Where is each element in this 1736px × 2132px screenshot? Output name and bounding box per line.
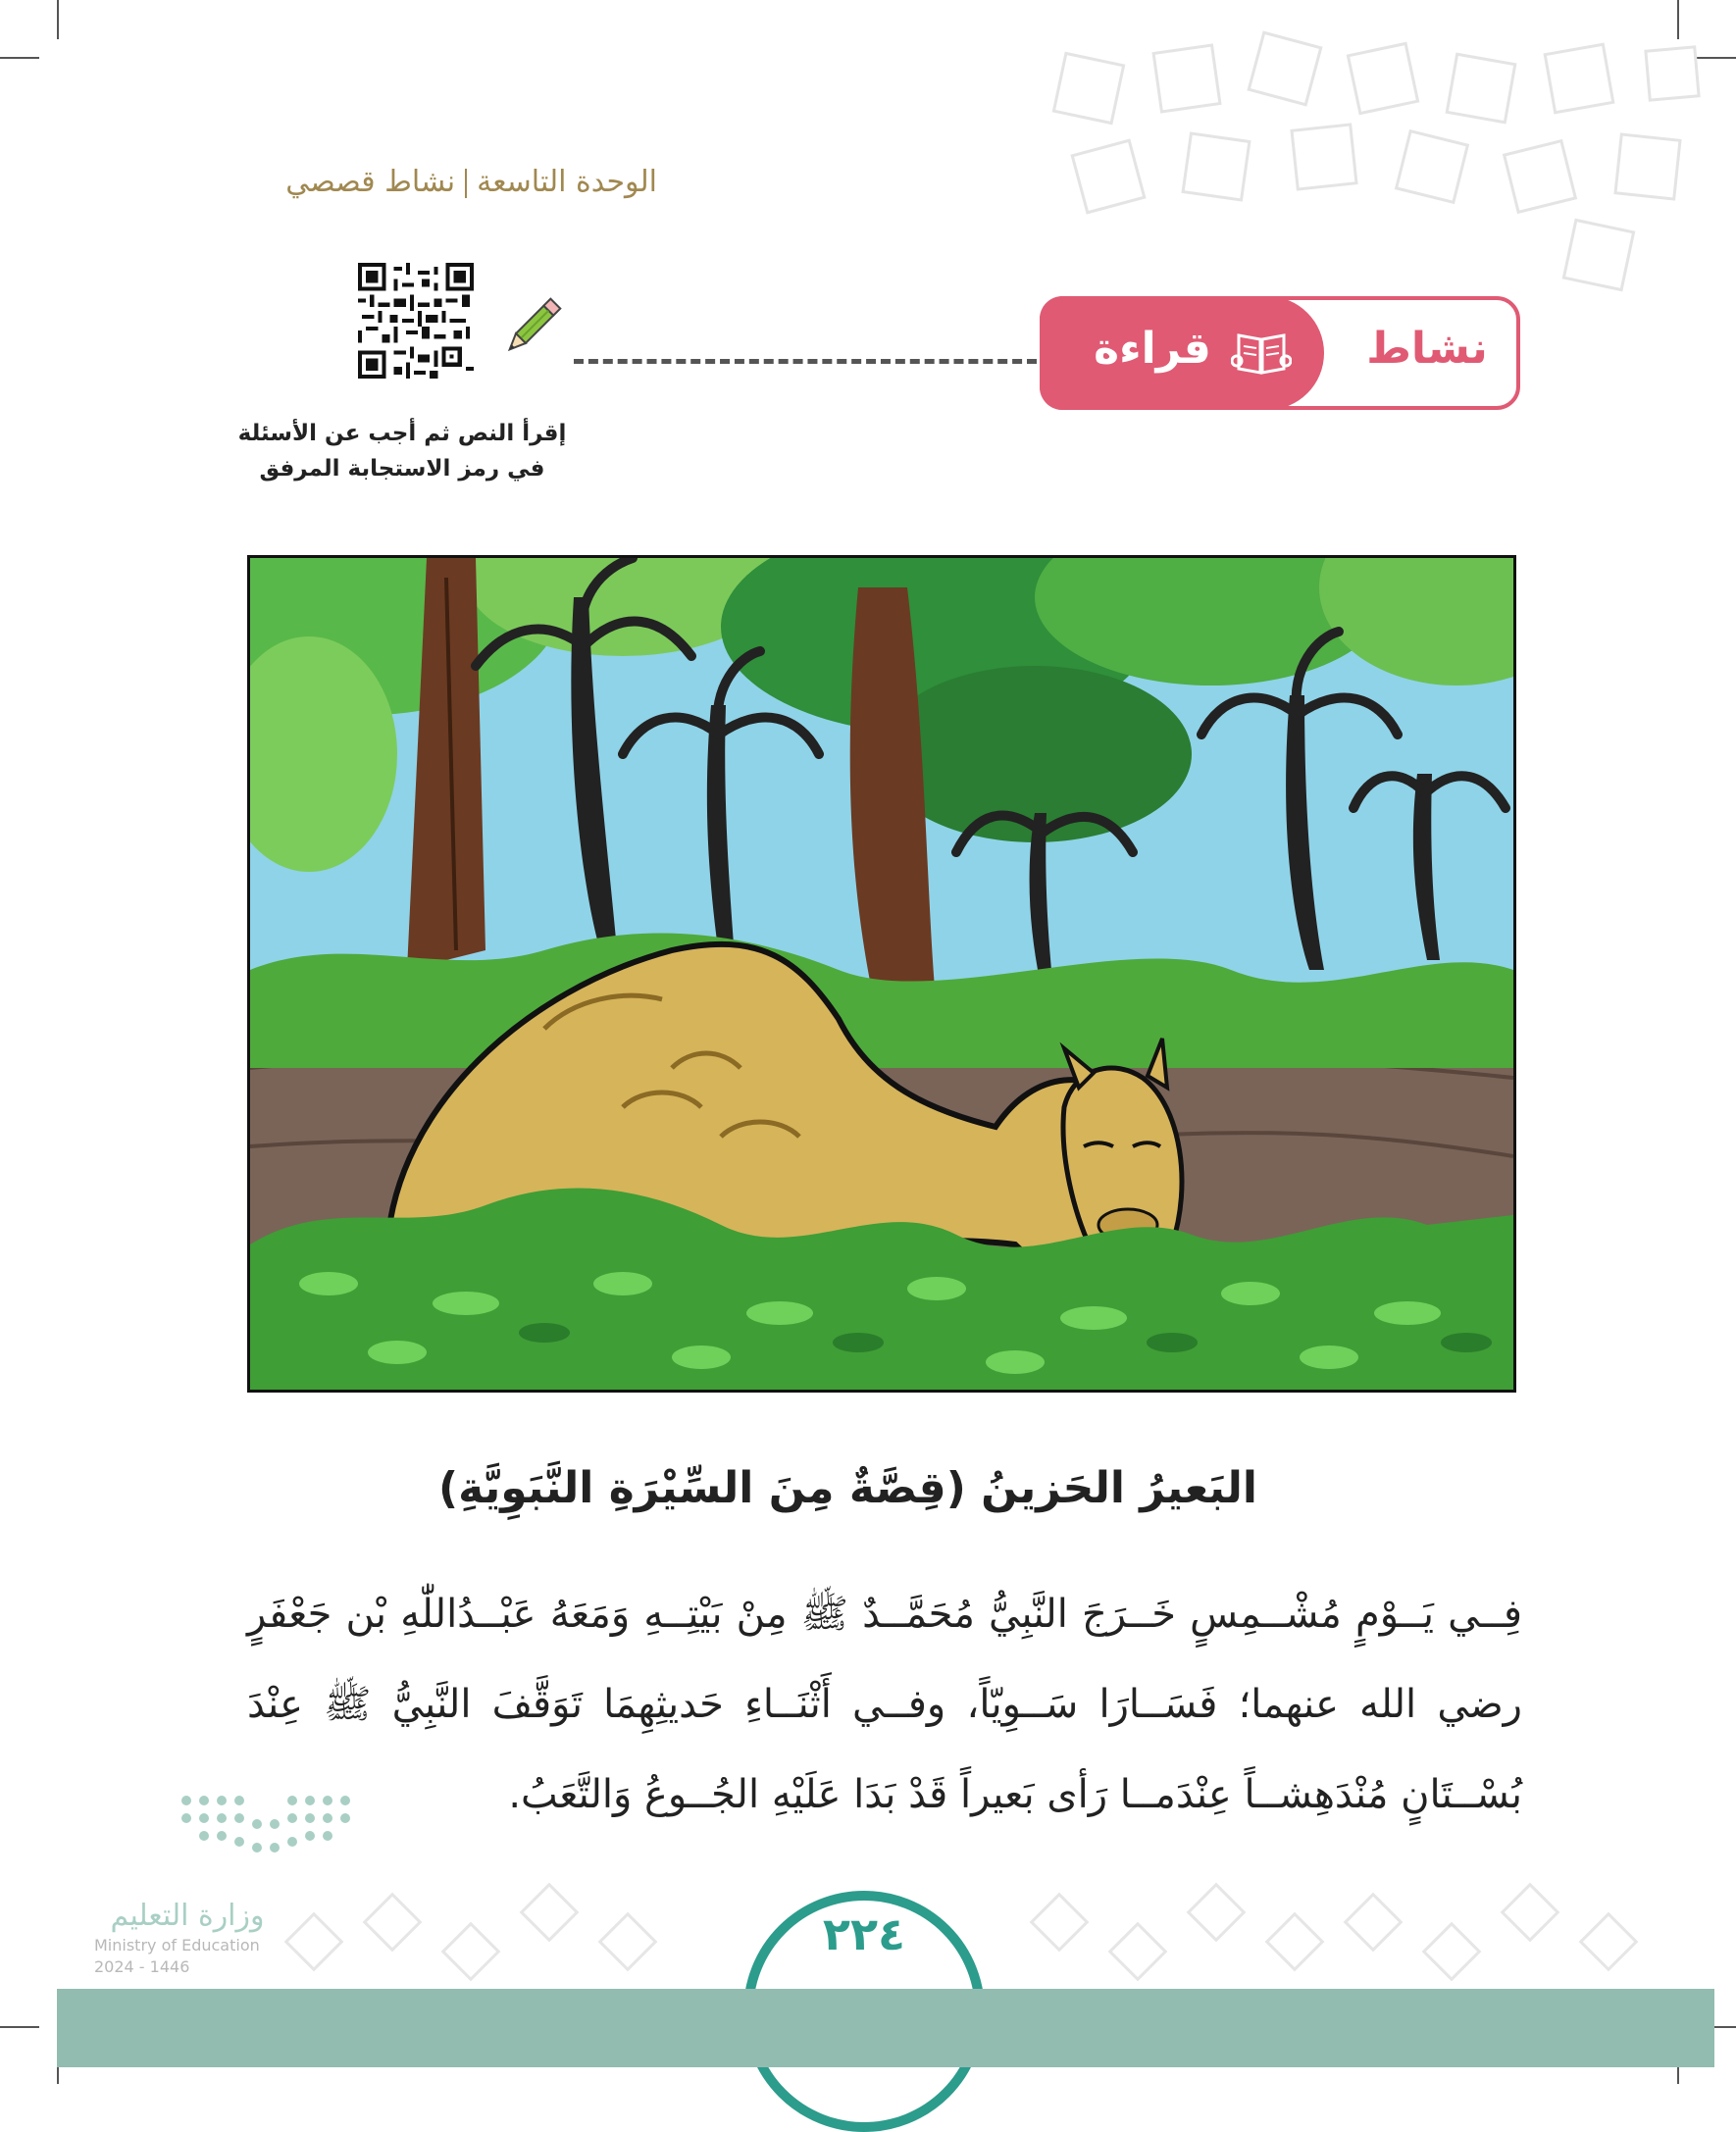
camel-illustration <box>250 558 1513 1390</box>
qr-instruction <box>235 416 569 486</box>
crop-mark <box>57 0 59 39</box>
story-title: البَعيرُ الحَزينُ (قِصَّةٌ مِنَ السِّيْرَةِ النَّبَوِيَّةِ) <box>437 1463 1257 1513</box>
book-icon <box>1231 322 1292 382</box>
qr-code[interactable] <box>358 263 474 379</box>
reading-label: قراءة <box>1094 324 1211 374</box>
ministry-name-arabic: وزارة التعليم <box>110 1899 265 1933</box>
story-illustration <box>247 555 1516 1393</box>
footer-pattern <box>275 1863 1707 1991</box>
story-paragraph: فِــي يَــوْمٍ مُشْــمِسٍ خَــرَجَ النَّبِيُّ مُحَمَّــدٌ ﷺ مِنْ بَيْتِــهِ وَمَعَهُ عَبْــدُاللّٰهِ بْن جَعْفَرٍ رضي الله عنهما؛ فَسَــارَا سَــوِيّاً، وفــي أَثْنَــاءِ حَديثِهِمَا تَوَقَّفَ النَّبِيُّ ﷺ عِنْدَ بُسْــتَانٍ مُنْدَهِشــاً عِنْدَمــا رَأى بَعيراً قَدْ بَدَا عَلَيْهِ الجُــوعُ وَالتَّعَبُ. <box>247 1592 1522 1817</box>
edition-year: 2024 - 1446 <box>94 1957 190 1976</box>
header-separator <box>465 169 467 198</box>
ministry-name-english: Ministry of Education <box>94 1936 260 1954</box>
activity-type: نشاط قصصي <box>285 165 456 199</box>
dashed-connector <box>574 359 1037 364</box>
ministry-logo-icon <box>177 1791 353 1889</box>
instruction-line-1: إقرأ النص ثم أجب عن الأسئلة <box>237 421 567 446</box>
unit-header <box>245 165 657 199</box>
page-number: ٢٢٤ <box>822 1907 906 1960</box>
page-badge-mask <box>743 1989 985 2067</box>
pencil-icon <box>498 292 567 361</box>
decorative-pattern <box>1020 20 1726 314</box>
activity-label: نشاط <box>1366 324 1488 374</box>
crop-mark <box>0 2026 39 2028</box>
crop-mark <box>0 57 39 59</box>
instruction-line-2: في رمز الاستجابة المرفق <box>259 456 545 482</box>
unit-title: الوحدة التاسعة <box>477 165 657 199</box>
